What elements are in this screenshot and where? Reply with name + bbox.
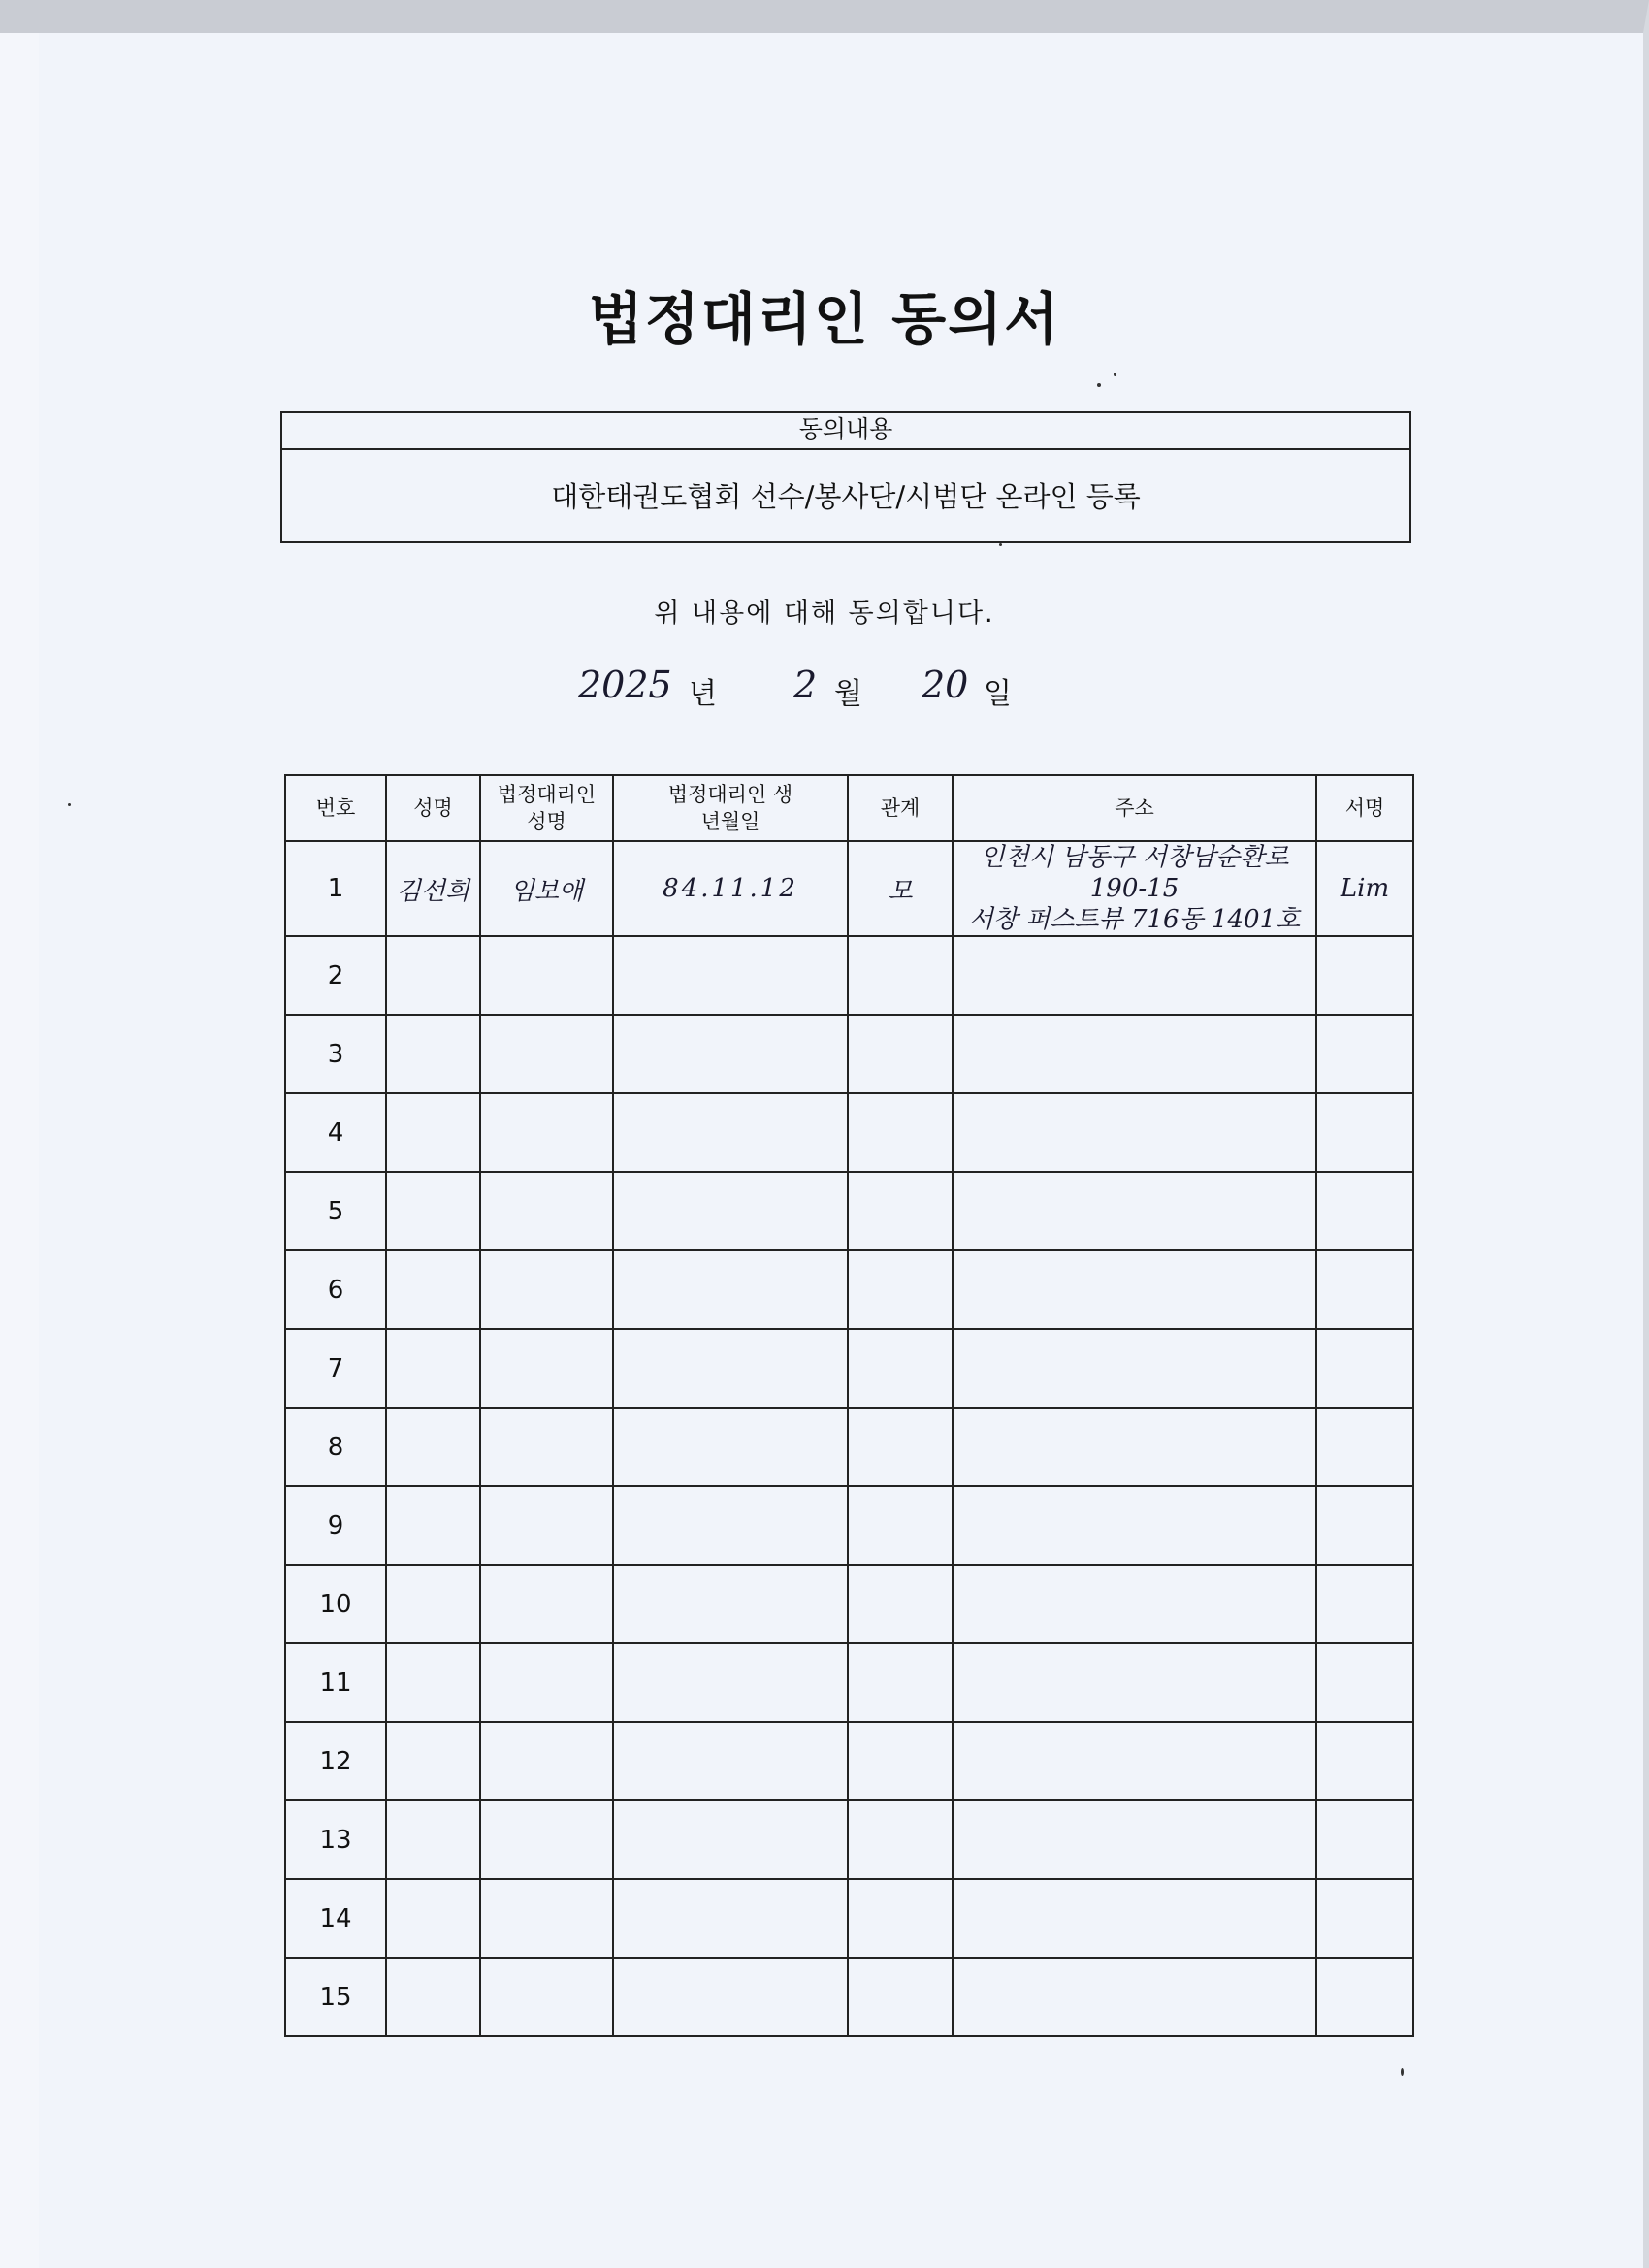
row-no: 15 bbox=[285, 1958, 386, 2036]
row-guardian-name bbox=[480, 1800, 613, 1879]
row-no: 10 bbox=[285, 1565, 386, 1643]
table-row bbox=[285, 1486, 1413, 1565]
row-no: 14 bbox=[285, 1879, 386, 1958]
row-signature bbox=[1316, 1643, 1413, 1722]
document-title: 법정대리인 동의서 bbox=[588, 286, 1061, 352]
row-guardian-name bbox=[480, 1486, 613, 1565]
row-guardian-birth: 84.11.12 bbox=[613, 841, 848, 936]
row-address bbox=[953, 1250, 1316, 1329]
scan-speck bbox=[999, 543, 1002, 546]
table-row bbox=[285, 1250, 1413, 1329]
row-name bbox=[386, 1093, 480, 1172]
row-signature bbox=[1316, 936, 1413, 1015]
date-month-unit: 월 bbox=[834, 677, 862, 711]
table-row bbox=[285, 936, 1413, 1015]
address-line-2: 서창 퍼스트뷰 716동 1401호 bbox=[968, 905, 1301, 934]
row-relation bbox=[848, 1486, 953, 1565]
row-signature bbox=[1316, 1250, 1413, 1329]
row-relation bbox=[848, 1800, 953, 1879]
row-no: 5 bbox=[285, 1172, 386, 1250]
row-address bbox=[953, 1172, 1316, 1250]
table-row bbox=[285, 1800, 1413, 1879]
scan-speck bbox=[1401, 2068, 1404, 2076]
row-signature: Lim bbox=[1316, 841, 1413, 936]
row-signature bbox=[1316, 1329, 1413, 1408]
header-name: 성명 bbox=[386, 775, 480, 841]
row-guardian-birth bbox=[613, 1643, 848, 1722]
scan-speck bbox=[1114, 373, 1116, 376]
row-relation bbox=[848, 1015, 953, 1093]
row-signature bbox=[1316, 1800, 1413, 1879]
row-name bbox=[386, 1565, 480, 1643]
row-relation bbox=[848, 1329, 953, 1408]
row-address bbox=[953, 1643, 1316, 1722]
table-row bbox=[285, 1879, 1413, 1958]
date-day-unit: 일 bbox=[984, 677, 1012, 711]
row-guardian-name bbox=[480, 1172, 613, 1250]
row-signature bbox=[1316, 1408, 1413, 1486]
table-row bbox=[285, 1172, 1413, 1250]
registration-table bbox=[284, 774, 1414, 2037]
row-no: 2 bbox=[285, 936, 386, 1015]
row-guardian-name bbox=[480, 1093, 613, 1172]
row-guardian-birth bbox=[613, 1486, 848, 1565]
row-guardian-name bbox=[480, 1015, 613, 1093]
row-guardian-birth bbox=[613, 1250, 848, 1329]
row-address bbox=[953, 1958, 1316, 2036]
row-relation bbox=[848, 1408, 953, 1486]
header-no: 번호 bbox=[285, 775, 386, 841]
row-signature bbox=[1316, 1486, 1413, 1565]
row-guardian-name: 임보애 bbox=[480, 841, 613, 936]
row-no: 6 bbox=[285, 1250, 386, 1329]
row-guardian-birth bbox=[613, 1879, 848, 1958]
row-address bbox=[953, 1565, 1316, 1643]
scan-speck bbox=[68, 803, 71, 806]
row-address bbox=[953, 1800, 1316, 1879]
consent-content: 대한태권도협회 선수/봉사단/시범단 온라인 등록 bbox=[551, 480, 1141, 513]
row-relation bbox=[848, 1879, 953, 1958]
row-name bbox=[386, 1250, 480, 1329]
row-guardian-birth bbox=[613, 1015, 848, 1093]
date-day-value: 20 bbox=[922, 664, 969, 706]
row-relation bbox=[848, 1172, 953, 1250]
row-relation bbox=[848, 1250, 953, 1329]
row-no: 9 bbox=[285, 1486, 386, 1565]
row-guardian-birth bbox=[613, 1329, 848, 1408]
table-row bbox=[285, 1958, 1413, 2036]
row-signature bbox=[1316, 1565, 1413, 1643]
row-guardian-name bbox=[480, 1565, 613, 1643]
row-address bbox=[953, 1408, 1316, 1486]
table-row bbox=[285, 1093, 1413, 1172]
date-year-value: 2025 bbox=[578, 664, 672, 706]
row-name bbox=[386, 1172, 480, 1250]
row-guardian-name bbox=[480, 1250, 613, 1329]
row-name bbox=[386, 1486, 480, 1565]
row-signature bbox=[1316, 1958, 1413, 2036]
consent-box bbox=[280, 411, 1411, 543]
row-name bbox=[386, 1879, 480, 1958]
header-relation: 관계 bbox=[848, 775, 953, 841]
row-address bbox=[953, 1486, 1316, 1565]
table-header-row bbox=[285, 775, 1413, 841]
row-signature bbox=[1316, 1879, 1413, 1958]
row-guardian-name bbox=[480, 1958, 613, 2036]
row-relation bbox=[848, 1958, 953, 2036]
row-name bbox=[386, 1643, 480, 1722]
header-signature: 서명 bbox=[1316, 775, 1413, 841]
row-name bbox=[386, 1408, 480, 1486]
row-name bbox=[386, 1329, 480, 1408]
table-row bbox=[285, 1329, 1413, 1408]
row-guardian-name bbox=[480, 1408, 613, 1486]
row-relation bbox=[848, 1093, 953, 1172]
row-name: 김선희 bbox=[386, 841, 480, 936]
row-relation bbox=[848, 1722, 953, 1800]
row-address bbox=[953, 841, 1316, 936]
row-no: 1 bbox=[285, 841, 386, 936]
table-row bbox=[285, 1015, 1413, 1093]
row-signature bbox=[1316, 1172, 1413, 1250]
row-guardian-birth bbox=[613, 1958, 848, 2036]
row-guardian-name bbox=[480, 1722, 613, 1800]
row-signature bbox=[1316, 1722, 1413, 1800]
address-line-1: 인천시 남동구 서창남순환로 190-15 bbox=[980, 843, 1289, 903]
row-name bbox=[386, 1722, 480, 1800]
row-guardian-birth bbox=[613, 1408, 848, 1486]
row-no: 7 bbox=[285, 1329, 386, 1408]
row-no: 11 bbox=[285, 1643, 386, 1722]
row-no: 12 bbox=[285, 1722, 386, 1800]
row-address bbox=[953, 936, 1316, 1015]
row-guardian-birth bbox=[613, 1093, 848, 1172]
row-relation bbox=[848, 1565, 953, 1643]
row-signature bbox=[1316, 1093, 1413, 1172]
row-address bbox=[953, 1879, 1316, 1958]
row-signature bbox=[1316, 1015, 1413, 1093]
row-guardian-name bbox=[480, 1879, 613, 1958]
row-name bbox=[386, 1015, 480, 1093]
header-guardian-name: 법정대리인 성명 bbox=[480, 775, 613, 841]
row-name bbox=[386, 1958, 480, 2036]
row-address bbox=[953, 1329, 1316, 1408]
table-row bbox=[285, 841, 1413, 936]
row-relation bbox=[848, 936, 953, 1015]
date-year-unit: 년 bbox=[689, 677, 717, 711]
table-row bbox=[285, 1408, 1413, 1486]
date-line bbox=[0, 664, 1649, 728]
consent-header: 동의내용 bbox=[282, 413, 1409, 450]
row-address bbox=[953, 1722, 1316, 1800]
date-month-value: 2 bbox=[793, 664, 818, 706]
row-guardian-name bbox=[480, 1643, 613, 1722]
row-guardian-birth bbox=[613, 936, 848, 1015]
row-name bbox=[386, 1800, 480, 1879]
row-name bbox=[386, 936, 480, 1015]
table-row bbox=[285, 1722, 1413, 1800]
row-guardian-birth bbox=[613, 1172, 848, 1250]
scan-speck bbox=[1097, 383, 1101, 387]
row-address bbox=[953, 1093, 1316, 1172]
row-guardian-name bbox=[480, 936, 613, 1015]
row-relation bbox=[848, 1643, 953, 1722]
header-guardian-birth: 법정대리인 생년월일 bbox=[613, 775, 848, 841]
table-row bbox=[285, 1643, 1413, 1722]
row-guardian-name bbox=[480, 1329, 613, 1408]
row-no: 13 bbox=[285, 1800, 386, 1879]
row-no: 8 bbox=[285, 1408, 386, 1486]
row-address bbox=[953, 1015, 1316, 1093]
row-relation: 모 bbox=[848, 841, 953, 936]
table-row bbox=[285, 1565, 1413, 1643]
agree-statement: 위 내용에 대해 동의합니다. bbox=[654, 599, 995, 629]
row-no: 3 bbox=[285, 1015, 386, 1093]
header-address: 주소 bbox=[953, 775, 1316, 841]
row-guardian-birth bbox=[613, 1722, 848, 1800]
row-guardian-birth bbox=[613, 1800, 848, 1879]
row-no: 4 bbox=[285, 1093, 386, 1172]
row-guardian-birth bbox=[613, 1565, 848, 1643]
